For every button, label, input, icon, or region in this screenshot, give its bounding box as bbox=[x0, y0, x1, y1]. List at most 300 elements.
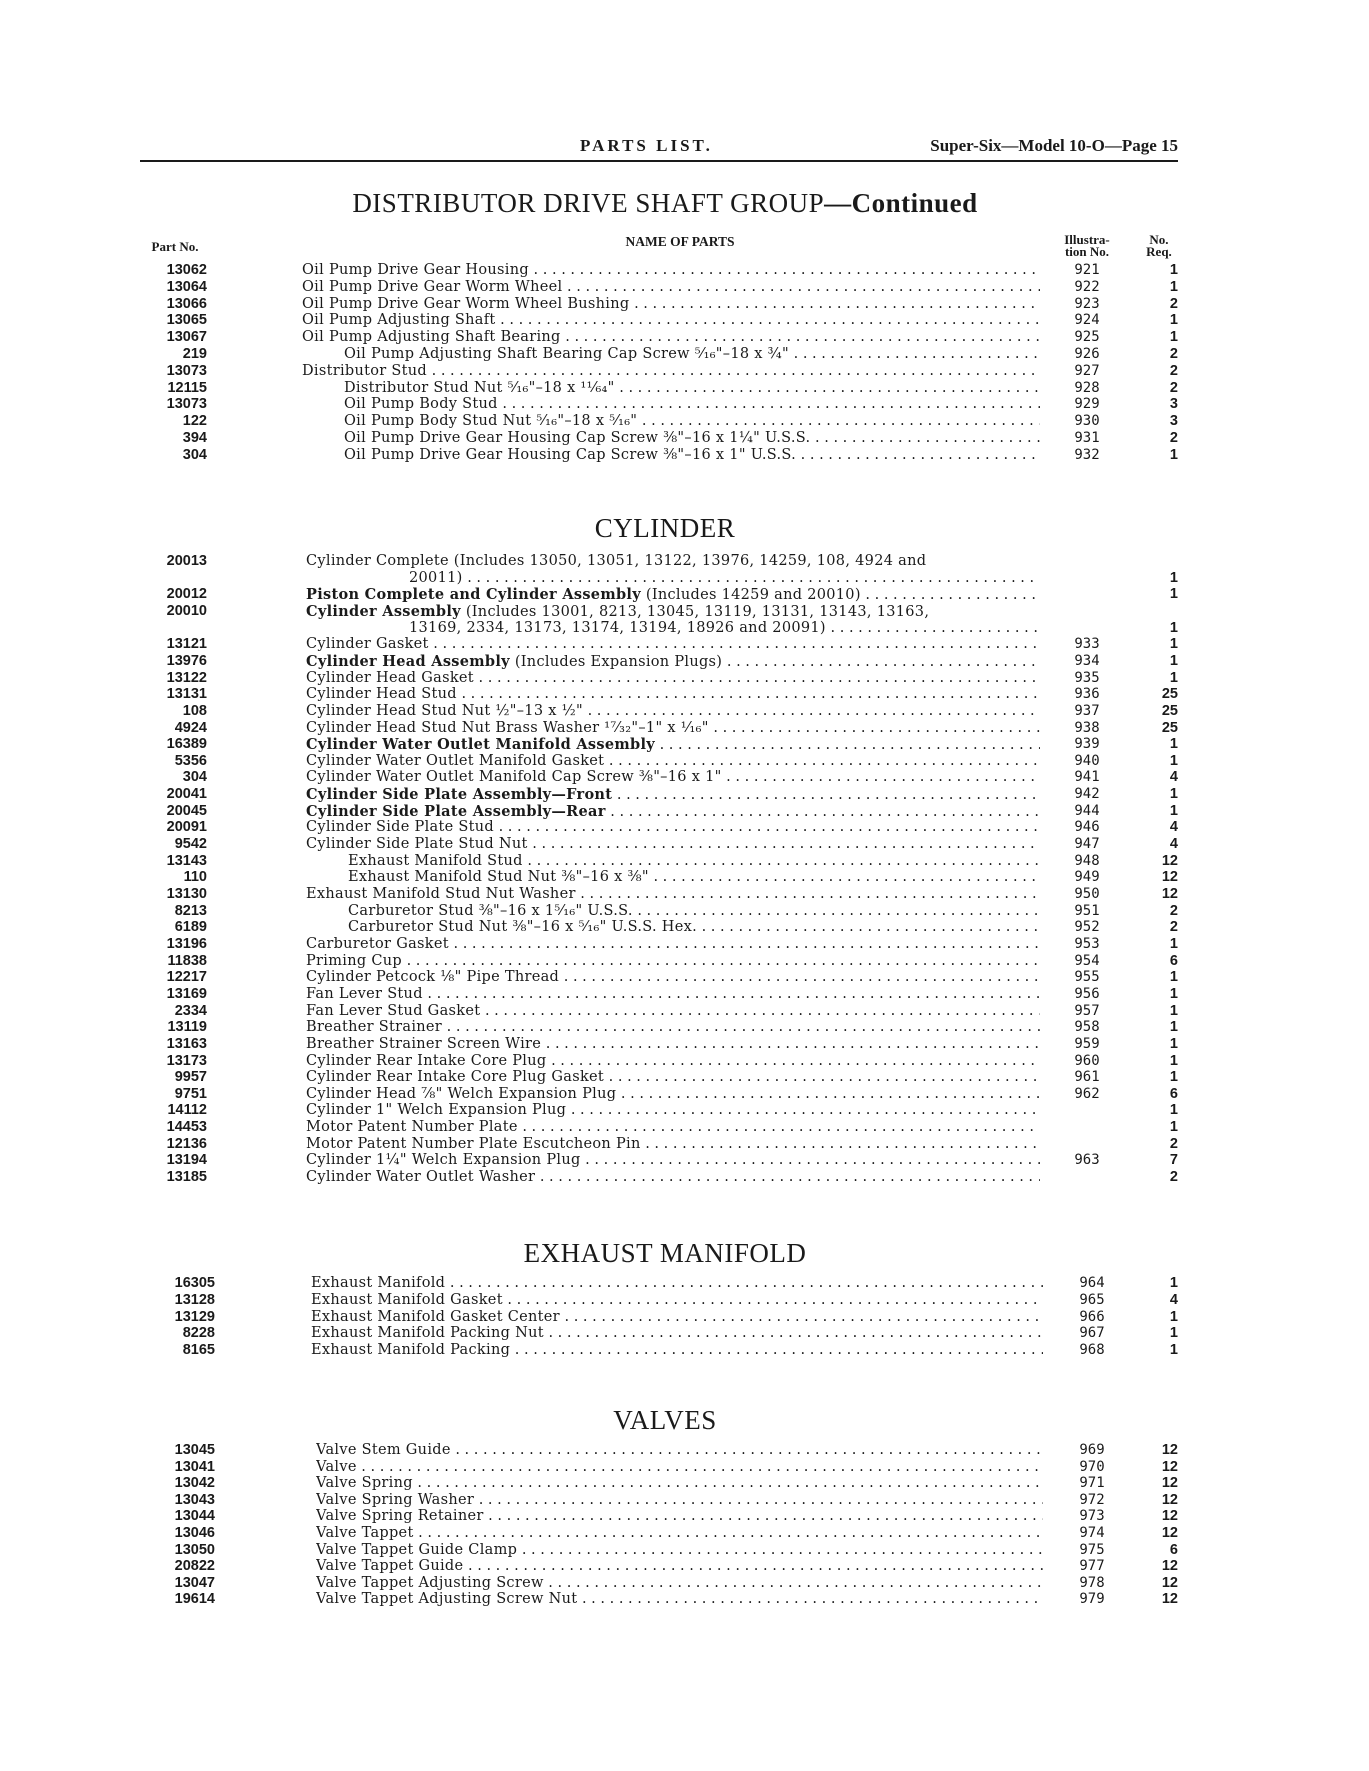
table-row bbox=[0, 686, 1369, 703]
part-name-text: Breather Strainer bbox=[306, 1019, 443, 1036]
table-row bbox=[0, 1003, 1369, 1020]
quantity-required: 4 bbox=[1169, 836, 1178, 853]
table-row bbox=[0, 886, 1369, 903]
part-name-text: Oil Pump Adjusting Shaft Bearing bbox=[302, 329, 561, 346]
part-name-text: Cylinder Head Stud bbox=[306, 686, 457, 703]
quantity-required: 1 bbox=[1169, 1102, 1178, 1119]
quantity-required: 3 bbox=[1169, 413, 1178, 430]
part-number: 9957 bbox=[174, 1069, 207, 1086]
part-number: 12136 bbox=[166, 1135, 207, 1152]
part-number: 13129 bbox=[174, 1308, 215, 1325]
table-row bbox=[0, 1309, 1369, 1326]
part-number: 108 bbox=[182, 702, 207, 719]
colhead-illustration: Illustra- tion No. bbox=[1064, 232, 1110, 259]
part-name-text: Carburetor Gasket bbox=[306, 935, 449, 952]
part-number: 20045 bbox=[166, 802, 207, 819]
quantity-required: 1 bbox=[1169, 1342, 1178, 1359]
illustration-number: 932 bbox=[1074, 446, 1100, 463]
part-name-text: Oil Pump Drive Gear Worm Wheel bbox=[302, 278, 563, 295]
table-row bbox=[0, 953, 1369, 970]
quantity-required: 1 bbox=[1169, 1052, 1178, 1069]
part-name bbox=[302, 296, 1040, 313]
quantity-required: 12 bbox=[1161, 1591, 1178, 1608]
quantity-required: 12 bbox=[1161, 1558, 1178, 1575]
table-row bbox=[0, 786, 1369, 803]
illustration-number: 968 bbox=[1079, 1342, 1105, 1359]
part-name-text: Valve Spring Washer bbox=[316, 1491, 475, 1508]
part-number: 13046 bbox=[174, 1525, 215, 1541]
part-number: 13131 bbox=[166, 686, 207, 703]
table-row bbox=[0, 1325, 1369, 1342]
table-row bbox=[0, 312, 1369, 329]
table-row bbox=[0, 769, 1369, 786]
part-name-text: Distributor Stud bbox=[302, 362, 427, 379]
part-name bbox=[306, 603, 1040, 621]
part-name bbox=[316, 1475, 1043, 1492]
part-number: 8228 bbox=[182, 1325, 215, 1342]
quantity-required: 12 bbox=[1161, 1574, 1178, 1591]
part-name bbox=[316, 1525, 1043, 1542]
table-row bbox=[0, 413, 1369, 430]
part-name bbox=[306, 636, 1040, 653]
part-number: 13073 bbox=[166, 396, 207, 413]
part-name bbox=[316, 1459, 1043, 1476]
illustration-number: 941 bbox=[1074, 769, 1100, 786]
part-name-text: Motor Patent Number Plate bbox=[306, 1119, 518, 1136]
part-number: 12115 bbox=[167, 379, 207, 396]
quantity-required: 3 bbox=[1169, 396, 1178, 413]
part-number: 122 bbox=[182, 413, 207, 430]
table-row bbox=[0, 1342, 1369, 1359]
quantity-required: 1 bbox=[1169, 619, 1178, 636]
page-header bbox=[140, 136, 1178, 162]
colhead-part-no: Part No. bbox=[151, 239, 199, 254]
part-name-text: Cylinder Head ⅞" Welch Expansion Plug bbox=[306, 1085, 617, 1102]
quantity-required: 6 bbox=[1169, 952, 1178, 969]
part-name bbox=[316, 1542, 1043, 1559]
part-name bbox=[306, 1036, 1040, 1053]
part-number: 13044 bbox=[174, 1508, 215, 1525]
part-name bbox=[311, 1309, 1043, 1326]
part-number: 110 bbox=[183, 869, 207, 886]
part-name-text: Carburetor Stud ⅜"–16 x 1⁵⁄₁₆" U.S.S. bbox=[348, 902, 633, 919]
illustration-number: 948 bbox=[1074, 852, 1100, 869]
table-row bbox=[0, 653, 1369, 670]
part-name bbox=[302, 312, 1040, 329]
illustration-number: 944 bbox=[1074, 802, 1100, 819]
part-name bbox=[409, 620, 1040, 637]
quantity-required: 25 bbox=[1161, 702, 1178, 719]
part-name-text: Cylinder Water Outlet Manifold Assembly bbox=[306, 736, 655, 754]
table-row bbox=[0, 1525, 1369, 1542]
table-row bbox=[0, 1459, 1369, 1476]
part-name-text: Oil Pump Body Stud bbox=[344, 396, 498, 413]
table-row bbox=[0, 1492, 1369, 1509]
illustration-number: 970 bbox=[1079, 1458, 1105, 1475]
part-name bbox=[306, 1086, 1040, 1103]
illustration-number: 931 bbox=[1074, 430, 1100, 446]
part-name-text: Cylinder Rear Intake Core Plug bbox=[306, 1052, 547, 1069]
part-name-text: Exhaust Manifold Stud bbox=[348, 852, 523, 869]
illustration-number: 923 bbox=[1074, 295, 1100, 312]
illustration-number: 967 bbox=[1079, 1325, 1105, 1342]
part-number: 394 bbox=[182, 430, 207, 446]
table-row bbox=[0, 620, 1369, 637]
part-name-text: Cylinder Water Outlet Manifold Cap Screw ⅜"–16 x 1" bbox=[306, 769, 722, 786]
part-name bbox=[348, 869, 1040, 886]
quantity-required: 1 bbox=[1169, 669, 1178, 686]
illustration-number: 959 bbox=[1074, 1035, 1100, 1052]
quantity-required: 1 bbox=[1169, 652, 1178, 669]
table-row bbox=[0, 1069, 1369, 1086]
part-name-text: Oil Pump Drive Gear Housing Cap Screw ⅜"–16 x 1" U.S.S. bbox=[344, 446, 797, 463]
table-row bbox=[0, 1086, 1369, 1103]
part-name-text: Distributor Stud Nut ⁵⁄₁₆"–18 x ¹¹⁄₆₄" bbox=[344, 379, 615, 396]
illustration-number: 942 bbox=[1074, 786, 1100, 803]
illustration-number: 964 bbox=[1079, 1275, 1105, 1291]
part-name-text: Oil Pump Adjusting Shaft Bearing Cap Screw ⁵⁄₁₆"–18 x ¾" bbox=[344, 346, 789, 362]
part-name bbox=[302, 279, 1040, 296]
part-name bbox=[306, 769, 1040, 786]
table-row bbox=[0, 753, 1369, 770]
part-name bbox=[306, 1136, 1040, 1153]
part-number: 19614 bbox=[174, 1591, 215, 1608]
part-number: 20822 bbox=[174, 1558, 215, 1575]
quantity-required: 12 bbox=[1161, 1475, 1178, 1492]
part-name-text: Valve Stem Guide bbox=[316, 1442, 451, 1458]
part-number: 13128 bbox=[174, 1291, 215, 1308]
table-row bbox=[0, 553, 1369, 570]
illustration-number: 955 bbox=[1074, 969, 1100, 986]
section-title-cylinder: CYLINDER bbox=[594, 513, 736, 543]
part-name-text: Cylinder Head Stud Nut ½"–13 x ½" bbox=[306, 702, 583, 719]
table-row bbox=[0, 919, 1369, 936]
part-number: 13122 bbox=[166, 669, 207, 686]
part-name-text: Oil Pump Drive Gear Housing bbox=[302, 262, 529, 278]
part-number: 13066 bbox=[166, 295, 207, 312]
part-name-text: Exhaust Manifold Stud Nut Washer bbox=[306, 886, 576, 902]
table-row bbox=[0, 703, 1369, 720]
part-number: 13062 bbox=[166, 262, 207, 278]
header-title: PARTS LIST. bbox=[580, 136, 713, 155]
table-row bbox=[0, 346, 1369, 363]
part-number: 13064 bbox=[166, 278, 207, 295]
table-row bbox=[0, 670, 1369, 687]
quantity-required: 2 bbox=[1169, 430, 1178, 446]
illustration-number: 939 bbox=[1074, 736, 1100, 753]
part-number: 4924 bbox=[174, 719, 207, 736]
table-row bbox=[0, 279, 1369, 296]
part-name bbox=[306, 819, 1040, 836]
quantity-required: 2 bbox=[1169, 346, 1178, 362]
part-name-text: Motor Patent Number Plate Escutcheon Pin bbox=[306, 1135, 641, 1152]
quantity-required: 2 bbox=[1169, 362, 1178, 379]
part-number: 20013 bbox=[166, 553, 207, 569]
illustration-number: 925 bbox=[1074, 329, 1100, 346]
table-row bbox=[0, 936, 1369, 953]
part-name bbox=[344, 447, 1040, 464]
illustration-number: 924 bbox=[1074, 312, 1100, 329]
part-name-text: Cylinder Assembly bbox=[306, 602, 461, 620]
part-number: 13067 bbox=[166, 329, 207, 346]
part-name bbox=[306, 953, 1040, 970]
part-name-text: Oil Pump Adjusting Shaft bbox=[302, 312, 496, 329]
quantity-required: 25 bbox=[1161, 719, 1178, 736]
illustration-number: 971 bbox=[1079, 1475, 1105, 1492]
illustration-number: 962 bbox=[1074, 1085, 1100, 1102]
table-row bbox=[0, 1558, 1369, 1575]
quantity-required: 1 bbox=[1169, 312, 1178, 329]
quantity-required: 1 bbox=[1169, 1325, 1178, 1342]
quantity-required: 1 bbox=[1169, 1119, 1178, 1136]
illustration-number: 952 bbox=[1074, 919, 1100, 936]
part-number: 5356 bbox=[174, 752, 207, 769]
part-name-text: Cylinder Water Outlet Manifold Gasket bbox=[306, 752, 605, 769]
illustration-number: 937 bbox=[1074, 702, 1100, 719]
quantity-required: 1 bbox=[1169, 985, 1178, 1002]
part-number: 13185 bbox=[166, 1169, 207, 1186]
quantity-required: 12 bbox=[1161, 1442, 1178, 1458]
table-row bbox=[0, 1591, 1369, 1608]
illustration-number: 974 bbox=[1079, 1525, 1105, 1541]
part-number: 13163 bbox=[166, 1035, 207, 1052]
part-name bbox=[306, 1003, 1040, 1020]
part-name-text: Valve Tappet Guide Clamp bbox=[316, 1541, 518, 1558]
part-name-text: Exhaust Manifold Stud Nut ⅜"–16 x ⅜" bbox=[348, 869, 649, 886]
part-name bbox=[306, 1152, 1040, 1169]
part-name-text: Oil Pump Drive Gear Housing Cap Screw ⅜"–16 x 1¼" U.S.S. bbox=[344, 430, 811, 446]
quantity-required: 12 bbox=[1161, 886, 1178, 902]
table-row bbox=[0, 603, 1369, 620]
quantity-required: 2 bbox=[1169, 919, 1178, 936]
illustration-number: 947 bbox=[1074, 836, 1100, 853]
quantity-required: 1 bbox=[1169, 786, 1178, 803]
part-name-text: Oil Pump Body Stud Nut ⁵⁄₁₆"–18 x ⁵⁄₁₆" bbox=[344, 413, 638, 430]
illustration-number: 935 bbox=[1074, 669, 1100, 686]
illustration-number: 977 bbox=[1079, 1558, 1105, 1575]
part-name-text: Exhaust Manifold Packing bbox=[311, 1342, 511, 1359]
part-name bbox=[302, 329, 1040, 346]
part-name-text: Cylinder 1" Welch Expansion Plug bbox=[306, 1102, 567, 1119]
header-page-info: Super-Six—Model 10-O—Page 15 bbox=[930, 136, 1178, 155]
illustration-number: 978 bbox=[1079, 1574, 1105, 1591]
table-row bbox=[0, 1169, 1369, 1186]
table-row bbox=[0, 570, 1369, 587]
illustration-number: 969 bbox=[1079, 1442, 1105, 1458]
part-name-text: Exhaust Manifold Gasket Center bbox=[311, 1308, 560, 1325]
part-name bbox=[344, 396, 1040, 413]
illustration-number: 922 bbox=[1074, 278, 1100, 295]
part-number: 13976 bbox=[166, 652, 207, 669]
table-row bbox=[0, 1053, 1369, 1070]
part-number: 8213 bbox=[174, 902, 207, 919]
part-number: 13047 bbox=[174, 1574, 215, 1591]
part-name-detail: (Includes 14259 and 20010) bbox=[640, 587, 861, 604]
part-name bbox=[306, 986, 1040, 1003]
part-name-text: Valve Spring bbox=[316, 1475, 413, 1492]
illustration-number: 954 bbox=[1074, 952, 1100, 969]
part-name bbox=[344, 380, 1040, 397]
part-name bbox=[306, 836, 1040, 853]
part-name-detail: (Includes 13001, 8213, 13045, 13119, 13131, 13143, 13163, bbox=[460, 603, 930, 620]
part-name bbox=[306, 1019, 1040, 1036]
quantity-required: 1 bbox=[1169, 752, 1178, 769]
part-number: 13043 bbox=[174, 1491, 215, 1508]
part-name-text: Valve Tappet Adjusting Screw bbox=[316, 1574, 544, 1591]
quantity-required: 6 bbox=[1169, 1085, 1178, 1102]
table-row bbox=[0, 1152, 1369, 1169]
part-name bbox=[306, 786, 1040, 804]
part-name bbox=[302, 262, 1040, 279]
part-name-text: Valve bbox=[316, 1458, 357, 1475]
part-number: 13143 bbox=[166, 852, 207, 869]
part-name bbox=[348, 903, 1040, 920]
part-name bbox=[409, 570, 1040, 587]
part-name bbox=[306, 736, 1040, 754]
table-row bbox=[0, 1119, 1369, 1136]
part-name bbox=[306, 1102, 1040, 1119]
quantity-required: 1 bbox=[1169, 1002, 1178, 1019]
table-row bbox=[0, 720, 1369, 737]
part-name-text: Exhaust Manifold bbox=[311, 1275, 446, 1291]
part-name bbox=[316, 1492, 1043, 1509]
illustration-number: 973 bbox=[1079, 1508, 1105, 1525]
table-row bbox=[0, 853, 1369, 870]
quantity-required: 7 bbox=[1169, 1152, 1178, 1169]
part-number: 13121 bbox=[166, 636, 207, 653]
illustration-number: 934 bbox=[1074, 652, 1100, 669]
part-name-text: Valve Spring Retainer bbox=[316, 1508, 484, 1525]
part-name bbox=[306, 753, 1040, 770]
part-number: 9751 bbox=[174, 1085, 207, 1102]
part-name-text: Exhaust Manifold Packing Nut bbox=[311, 1325, 544, 1342]
part-number: 13119 bbox=[167, 1019, 207, 1036]
table-row bbox=[0, 1036, 1369, 1053]
part-name-text: Valve Tappet Guide bbox=[316, 1558, 464, 1575]
quantity-required: 12 bbox=[1161, 1458, 1178, 1475]
quantity-required: 1 bbox=[1169, 1308, 1178, 1325]
part-name bbox=[306, 1069, 1040, 1086]
part-name bbox=[306, 1053, 1040, 1070]
part-name bbox=[316, 1575, 1043, 1592]
part-name bbox=[306, 1119, 1040, 1136]
quantity-required: 1 bbox=[1169, 1069, 1178, 1086]
part-name-text: Cylinder Gasket bbox=[306, 636, 429, 653]
section-title-text: DISTRIBUTOR DRIVE SHAFT GROUP bbox=[352, 188, 825, 218]
table-row bbox=[0, 1442, 1369, 1459]
part-name bbox=[306, 969, 1040, 986]
illustration-number: 940 bbox=[1074, 752, 1100, 769]
table-row bbox=[0, 380, 1369, 397]
part-number: 20010 bbox=[166, 602, 207, 619]
table-row bbox=[0, 1275, 1369, 1292]
part-number: 11838 bbox=[167, 952, 207, 969]
illustration-number: 926 bbox=[1074, 346, 1100, 362]
part-number: 9542 bbox=[174, 836, 207, 853]
part-name-text: Cylinder Side Plate Stud bbox=[306, 819, 494, 836]
part-number: 16389 bbox=[166, 736, 207, 753]
quantity-required: 2 bbox=[1169, 379, 1178, 396]
part-name bbox=[306, 586, 1040, 604]
table-row bbox=[0, 969, 1369, 986]
part-name-text: Cylinder Complete (Includes 13050, 13051, 13122, 13976, 14259, 108, 4924 and bbox=[306, 553, 927, 569]
part-name bbox=[311, 1292, 1043, 1309]
part-name-text: Cylinder Head Assembly bbox=[306, 652, 510, 670]
part-name bbox=[316, 1508, 1043, 1525]
part-number: 16305 bbox=[174, 1275, 215, 1291]
part-name-text: Carburetor Stud Nut ⅜"–16 x ⁵⁄₁₆" U.S.S. Hex. bbox=[348, 919, 697, 936]
part-number: 13194 bbox=[166, 1152, 207, 1169]
part-number: 14453 bbox=[166, 1119, 207, 1136]
table-row bbox=[0, 819, 1369, 836]
part-number: 219 bbox=[182, 346, 207, 362]
quantity-required: 12 bbox=[1161, 869, 1178, 886]
illustration-number: 975 bbox=[1079, 1541, 1105, 1558]
part-name bbox=[306, 653, 1040, 671]
part-name-text: Valve Tappet Adjusting Screw Nut bbox=[316, 1591, 578, 1608]
part-name bbox=[348, 853, 1040, 870]
table-row bbox=[0, 296, 1369, 313]
part-number: 13196 bbox=[166, 935, 207, 952]
illustration-number: 946 bbox=[1074, 819, 1100, 836]
colhead-required: No. Req. bbox=[1146, 232, 1172, 259]
table-row bbox=[0, 1019, 1369, 1036]
part-name bbox=[311, 1325, 1043, 1342]
part-number: 20091 bbox=[166, 819, 207, 836]
part-number: 304 bbox=[182, 446, 207, 463]
quantity-required: 1 bbox=[1169, 278, 1178, 295]
illustration-number: 938 bbox=[1074, 719, 1100, 736]
part-name-text: 20011) bbox=[409, 569, 463, 586]
part-name-detail: (Includes Expansion Plugs) bbox=[509, 653, 723, 670]
part-number: 20012 bbox=[166, 586, 207, 603]
quantity-required: 1 bbox=[1169, 802, 1178, 819]
illustration-number: 927 bbox=[1074, 362, 1100, 379]
part-name bbox=[316, 1591, 1043, 1608]
table-row bbox=[0, 447, 1369, 464]
part-name-text: Cylinder Side Plate Assembly—Front bbox=[306, 786, 613, 804]
table-row bbox=[0, 1102, 1369, 1119]
quantity-required: 1 bbox=[1169, 446, 1178, 463]
quantity-required: 1 bbox=[1169, 329, 1178, 346]
table-row bbox=[0, 396, 1369, 413]
quantity-required: 1 bbox=[1169, 1019, 1178, 1036]
part-number: 20041 bbox=[166, 786, 207, 803]
part-name bbox=[306, 720, 1040, 737]
part-name bbox=[311, 1275, 1043, 1292]
part-name bbox=[306, 886, 1040, 903]
part-name-text: Priming Cup bbox=[306, 952, 402, 969]
table-row bbox=[0, 1475, 1369, 1492]
illustration-number: 958 bbox=[1074, 1019, 1100, 1036]
section-title-distributor bbox=[150, 188, 1180, 219]
part-name-text: Cylinder Side Plate Stud Nut bbox=[306, 836, 528, 853]
part-name bbox=[306, 670, 1040, 687]
table-row bbox=[0, 736, 1369, 753]
part-number: 12217 bbox=[166, 969, 207, 986]
part-number: 14112 bbox=[167, 1102, 207, 1119]
part-name bbox=[306, 553, 1040, 570]
quantity-required: 2 bbox=[1169, 1135, 1178, 1152]
illustration-number: 961 bbox=[1074, 1069, 1100, 1086]
illustration-number: 972 bbox=[1079, 1491, 1105, 1508]
table-row bbox=[0, 1292, 1369, 1309]
quantity-required: 1 bbox=[1169, 969, 1178, 986]
part-name bbox=[344, 413, 1040, 430]
part-number: 13065 bbox=[166, 312, 207, 329]
illustration-number: 966 bbox=[1079, 1308, 1105, 1325]
part-name bbox=[316, 1558, 1043, 1575]
